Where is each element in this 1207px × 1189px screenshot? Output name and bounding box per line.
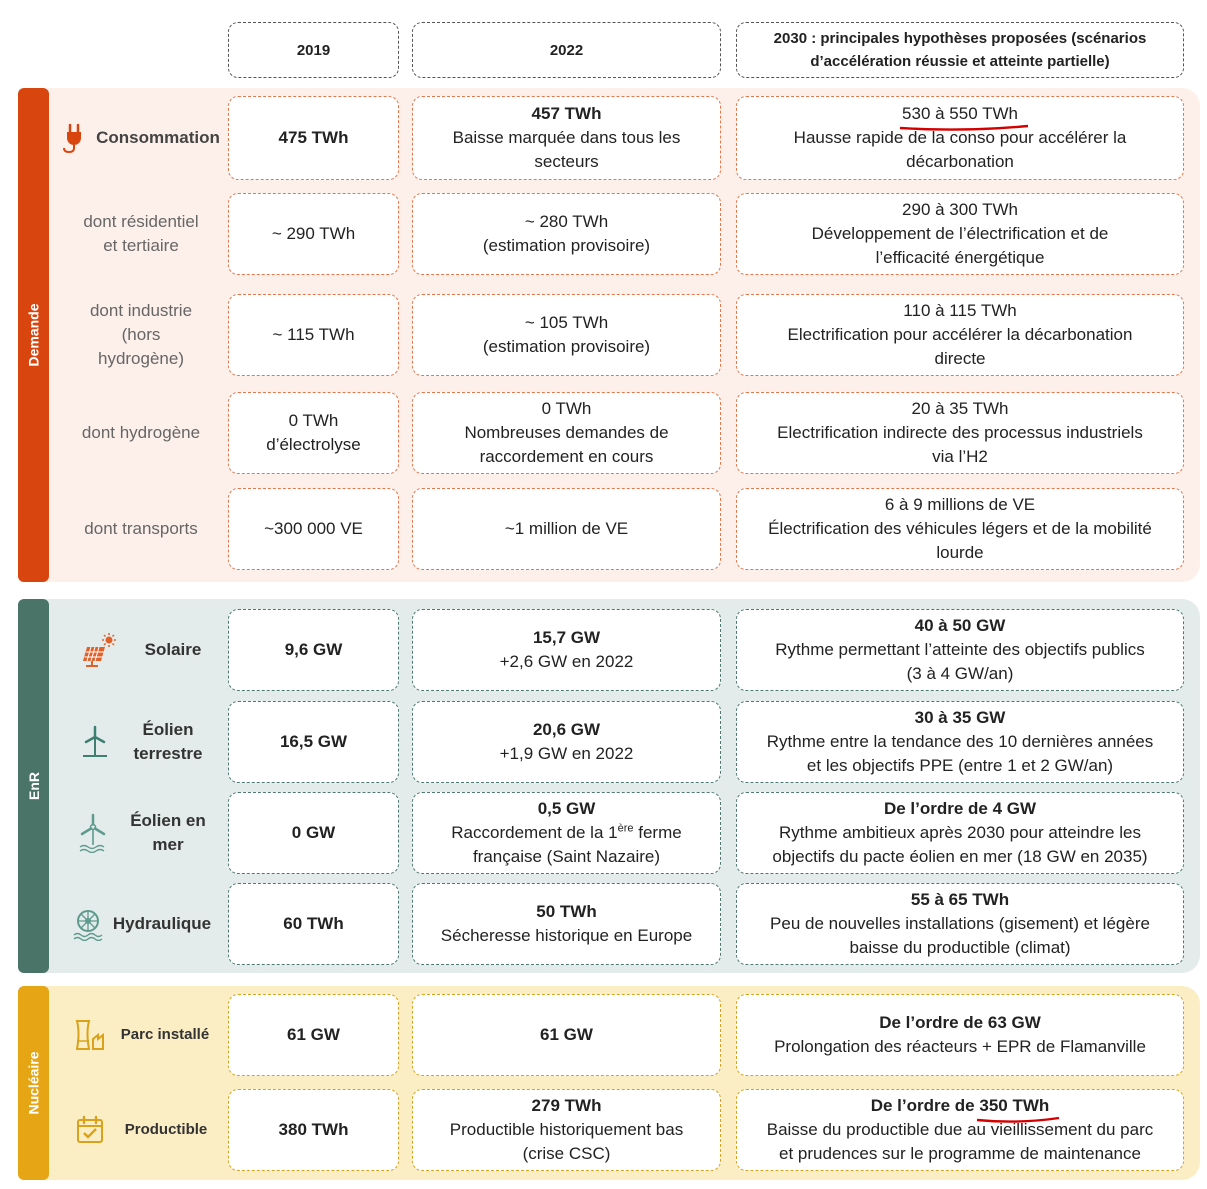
eolien-mer-2019-value: 0 GW xyxy=(291,823,336,842)
eolien-mer-2030-line2: objectifs du pacte éolien en mer (18 GW en 2035) xyxy=(772,847,1148,866)
hydrogene-2019-line1: 0 TWh xyxy=(288,411,339,430)
industrie-2022 xyxy=(412,294,721,376)
hydrogene-2022-line2: Nombreuses demandes de xyxy=(464,423,669,442)
industrie-label-l2: (hors xyxy=(121,325,161,344)
industrie-2019 xyxy=(228,294,399,376)
eolien-terrestre-label-text xyxy=(134,718,203,766)
eolien-terrestre-label xyxy=(58,701,224,783)
hydrogene-2019 xyxy=(228,392,399,474)
consommation-2030-main: 530 à 550 TWh xyxy=(902,104,1018,123)
industrie-label-l3: hydrogène) xyxy=(97,349,184,368)
nucleaire-side-bar xyxy=(18,986,49,1180)
header-2022-text: 2022 xyxy=(549,41,584,59)
water-wheel-icon xyxy=(71,907,105,941)
enr-label: EnR xyxy=(25,772,42,800)
productible-2019 xyxy=(228,1089,399,1171)
solaire-2030-main: 40 à 50 GW xyxy=(914,616,1006,635)
transports-2030 xyxy=(736,488,1184,570)
red-underline xyxy=(898,122,1030,132)
industrie-2030 xyxy=(736,294,1184,376)
productible-2030-main xyxy=(871,1094,1050,1118)
onshore-wind-icon xyxy=(80,725,110,759)
transports-2030-line1: 6 à 9 millions de VE xyxy=(884,495,1036,514)
demande-label: Demande xyxy=(25,303,42,367)
transports-2019 xyxy=(228,488,399,570)
transports-2022-value: ~1 million de VE xyxy=(504,519,629,538)
parc-installe-label-text: Parc installé xyxy=(120,1026,210,1043)
residentiel-2019 xyxy=(228,193,399,275)
hydraulique-label xyxy=(58,883,224,965)
eolien-terrestre-2030-line2: et les objectifs PPE (entre 1 et 2 GW/an) xyxy=(806,756,1114,775)
solaire-2019 xyxy=(228,609,399,691)
industrie-2030-line2: Electrification pour accélérer la décarbonation xyxy=(787,325,1133,344)
parc-installe-2019-value: 61 GW xyxy=(287,1025,340,1044)
hydraulique-2030 xyxy=(736,883,1184,965)
eolien-mer-2022-sup: ère xyxy=(617,822,634,835)
eolien-terrestre-2022-main: 20,6 GW xyxy=(532,720,601,739)
productible-2030-line1: Baisse du productible due au vieillissement du parc xyxy=(766,1120,1154,1139)
transports-label xyxy=(58,488,224,570)
eolien-terrestre-2030-main: 30 à 35 GW xyxy=(914,708,1006,727)
solaire-2022-main: 15,7 GW xyxy=(532,628,601,647)
transports-2019-value: ~300 000 VE xyxy=(264,519,363,538)
solaire-label-text: Solaire xyxy=(144,640,202,659)
eolien-terrestre-2022-line1: +1,9 GW en 2022 xyxy=(499,744,634,763)
nucleaire-label: Nucléaire xyxy=(25,1051,42,1115)
transports-2030-line2: Électrification des véhicules légers et de la mobilité xyxy=(768,519,1152,538)
eolien-mer-2022-main: 0,5 GW xyxy=(537,799,596,818)
consommation-2019-value: 475 TWh xyxy=(278,128,349,147)
eolien-mer-label xyxy=(58,792,224,874)
eolien-terrestre-2022 xyxy=(412,701,721,783)
residentiel-2019-value: ~ 290 TWh xyxy=(271,224,356,243)
red-underline xyxy=(975,1114,1061,1124)
productible-label-text: Productible xyxy=(124,1121,208,1138)
eolien-terrestre-label-l2: terrestre xyxy=(133,744,203,763)
hydraulique-2030-main: 55 à 65 TWh xyxy=(910,890,1010,909)
residentiel-2030-line3: l’efficacité énergétique xyxy=(875,248,1045,267)
industrie-label-l1: dont industrie xyxy=(89,301,193,320)
eolien-mer-2022 xyxy=(412,792,721,874)
residentiel-2030-line1: 290 à 300 TWh xyxy=(902,200,1018,219)
consommation-2022-line2: secteurs xyxy=(534,152,599,171)
eolien-mer-2030-main: De l’ordre de 4 GW xyxy=(883,799,1037,818)
residentiel-2030 xyxy=(736,193,1184,275)
residentiel-label-l1: dont résidentiel xyxy=(83,212,199,231)
hydrogene-2030-line3: via l’H2 xyxy=(932,447,988,466)
parc-installe-2030-line1: Prolongation des réacteurs + EPR de Flamanville xyxy=(774,1037,1146,1056)
transports-2022 xyxy=(412,488,721,570)
offshore-wind-icon xyxy=(76,813,110,853)
parc-installe-2022-value: 61 GW xyxy=(540,1025,593,1044)
consommation-2019 xyxy=(228,96,399,180)
residentiel-2030-line2: Développement de l’électrification et de xyxy=(811,224,1109,243)
eolien-mer-label-l1: Éolien en xyxy=(130,811,206,830)
productible-2030-line2: et prudences sur le programme de maintenance xyxy=(779,1144,1141,1163)
hydraulique-2022-main: 50 TWh xyxy=(536,902,597,921)
industrie-2022-line1: ~ 105 TWh xyxy=(524,313,609,332)
productible-2019-value: 380 TWh xyxy=(278,1120,349,1139)
eolien-terrestre-2019-value: 16,5 GW xyxy=(279,732,348,751)
residentiel-2022 xyxy=(412,193,721,275)
header-2030 xyxy=(736,22,1184,78)
header-2019-text: 2019 xyxy=(296,41,331,59)
transports-2030-line3: lourde xyxy=(936,543,984,562)
calendar-check-icon xyxy=(75,1115,105,1145)
residentiel-2022-line2: (estimation provisoire) xyxy=(482,236,651,255)
header-2030-line1: 2030 : principales hypothèses proposées (scénarios xyxy=(773,30,1147,47)
hydrogene-2019-line2: d’électrolyse xyxy=(266,435,361,454)
solaire-2022-line1: +2,6 GW en 2022 xyxy=(499,652,634,671)
industrie-2030-line1: 110 à 115 TWh xyxy=(903,301,1017,320)
solar-panel-icon xyxy=(81,633,119,667)
eolien-terrestre-2019 xyxy=(228,701,399,783)
industrie-label xyxy=(58,294,224,376)
header-2019 xyxy=(228,22,399,78)
parc-installe-label xyxy=(58,994,224,1076)
hydraulique-2022-line1: Sécheresse historique en Europe xyxy=(440,926,693,945)
eolien-terrestre-2030 xyxy=(736,701,1184,783)
eolien-mer-2030-line1: Rythme ambitieux après 2030 pour atteindre les xyxy=(779,823,1141,842)
eolien-mer-label-l2: mer xyxy=(152,835,184,854)
header-2030-line2: d’accélération réussie et atteinte partielle) xyxy=(810,53,1110,70)
eolien-terrestre-2030-line1: Rythme entre la tendance des 10 dernières années xyxy=(766,732,1154,751)
cooling-tower-icon xyxy=(73,1019,109,1051)
productible-label xyxy=(58,1089,224,1171)
consommation-2030-main-wrap xyxy=(902,102,1018,126)
hydrogene-2022 xyxy=(412,392,721,474)
hydraulique-2019 xyxy=(228,883,399,965)
residentiel-label-l2: et tertiaire xyxy=(103,236,179,255)
solaire-2030-line1: Rythme permettant l’atteinte des objectifs publics xyxy=(775,640,1145,659)
hydrogene-2030 xyxy=(736,392,1184,474)
hydrogene-label xyxy=(58,392,224,474)
parc-installe-2030-main: De l’ordre de 63 GW xyxy=(879,1013,1041,1032)
productible-2022 xyxy=(412,1089,721,1171)
productible-2022-line1: Productible historiquement bas xyxy=(449,1120,684,1139)
parc-installe-2022 xyxy=(412,994,721,1076)
eolien-mer-2022-line1b: ferme xyxy=(633,823,682,842)
productible-2030-main-b-wrap xyxy=(979,1094,1049,1118)
eolien-mer-2030 xyxy=(736,792,1184,874)
consommation-2022-main: 457 TWh xyxy=(531,104,602,123)
hydraulique-2022 xyxy=(412,883,721,965)
header-2022 xyxy=(412,22,721,78)
demande-side-bar xyxy=(18,88,49,582)
hydrogene-2030-line1: 20 à 35 TWh xyxy=(911,399,1009,418)
hydrogene-2022-line1: 0 TWh xyxy=(541,399,592,418)
eolien-mer-2022-line1 xyxy=(451,821,681,845)
solaire-2022 xyxy=(412,609,721,691)
eolien-mer-2022-line1a: Raccordement de la 1 xyxy=(451,823,618,842)
productible-2030-main-b: 350 TWh xyxy=(979,1096,1050,1115)
consommation-2022 xyxy=(412,96,721,180)
productible-2022-main: 279 TWh xyxy=(531,1096,602,1115)
productible-2022-line2: (crise CSC) xyxy=(522,1144,611,1163)
solaire-label xyxy=(58,609,224,691)
consommation-2030 xyxy=(736,96,1184,180)
industrie-2019-value: ~ 115 TWh xyxy=(272,325,355,344)
hydraulique-2030-line1: Peu de nouvelles installations (gisement) et légère xyxy=(770,914,1150,933)
residentiel-label xyxy=(58,193,224,275)
solaire-2019-value: 9,6 GW xyxy=(284,640,343,659)
consommation-2022-line1: Baisse marquée dans tous les xyxy=(452,128,681,147)
eolien-mer-2019 xyxy=(228,792,399,874)
eolien-terrestre-label-l1: Éolien xyxy=(142,720,194,739)
hydraulique-2019-value: 60 TWh xyxy=(283,914,344,933)
hydrogene-label-text: dont hydrogène xyxy=(81,423,201,442)
consommation-2030-line2: décarbonation xyxy=(906,152,1014,171)
consommation-label xyxy=(58,96,224,180)
hydrogene-2030-line2: Electrification indirecte des processus industriels xyxy=(777,423,1143,442)
hydraulique-label-text: Hydraulique xyxy=(112,914,212,933)
consommation-label-text: Consommation xyxy=(96,128,220,147)
eolien-mer-label-text xyxy=(130,809,206,857)
industrie-2030-line3: directe xyxy=(934,349,986,368)
parc-installe-2030 xyxy=(736,994,1184,1076)
industrie-2022-line2: (estimation provisoire) xyxy=(482,337,651,356)
transports-label-text: dont transports xyxy=(84,519,198,538)
residentiel-2022-line1: ~ 280 TWh xyxy=(524,212,609,231)
hydrogene-2022-line3: raccordement en cours xyxy=(479,447,654,466)
solaire-2030 xyxy=(736,609,1184,691)
hydraulique-2030-line2: baisse du productible (climat) xyxy=(849,938,1071,957)
productible-2030 xyxy=(736,1089,1184,1171)
enr-side-bar xyxy=(18,599,49,973)
eolien-mer-2022-line2: française (Saint Nazaire) xyxy=(472,847,661,866)
productible-2030-main-a: De l’ordre de xyxy=(870,1096,980,1115)
consommation-2030-line1: Hausse rapide de la conso pour accélérer la xyxy=(793,128,1127,147)
solaire-2030-line2: (3 à 4 GW/an) xyxy=(906,664,1014,683)
plug-icon xyxy=(62,123,90,153)
parc-installe-2019 xyxy=(228,994,399,1076)
